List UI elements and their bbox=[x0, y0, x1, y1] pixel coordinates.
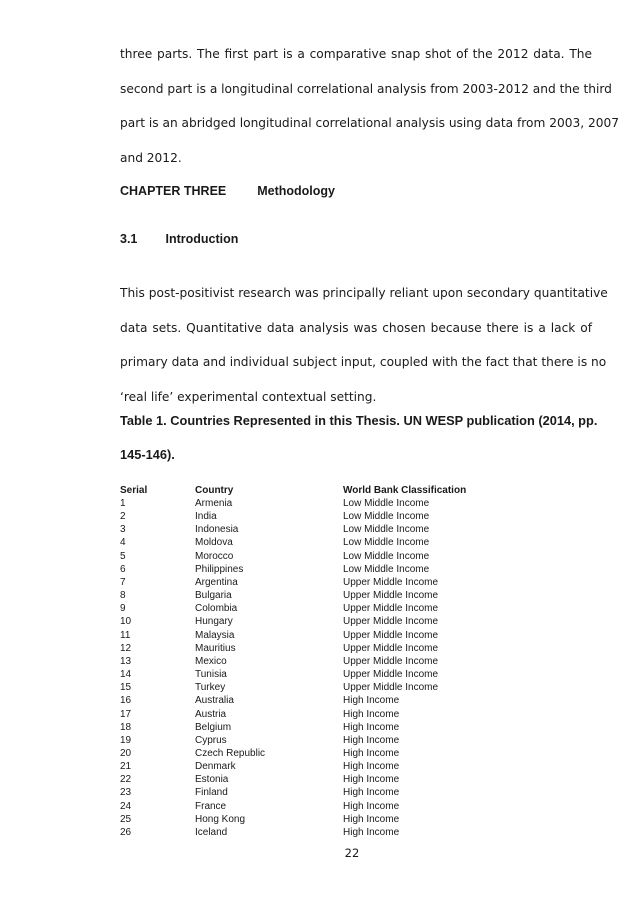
cell-classification: Upper Middle Income bbox=[343, 682, 439, 694]
cell-classification: High Income bbox=[343, 695, 400, 707]
cell-classification: Upper Middle Income bbox=[343, 576, 439, 588]
table-row bbox=[120, 576, 543, 589]
header-country: Country bbox=[195, 485, 234, 496]
cell-country: Cyprus bbox=[195, 734, 227, 746]
header-classification: World Bank Classification bbox=[343, 485, 467, 496]
table-row bbox=[120, 813, 543, 826]
table-row bbox=[120, 563, 543, 576]
cell-country: France bbox=[195, 800, 227, 812]
cell-classification: Upper Middle Income bbox=[343, 603, 439, 615]
table-row bbox=[120, 602, 543, 615]
table-row bbox=[120, 629, 543, 642]
cell-country: Iceland bbox=[195, 826, 228, 838]
cell-country: Moldova bbox=[195, 537, 233, 549]
countries-table bbox=[120, 484, 543, 839]
cell-serial: 5 bbox=[120, 550, 126, 562]
body-line: data sets. Quantitative data analysis was chosen because there is a lack of bbox=[120, 320, 592, 335]
cell-serial: 3 bbox=[120, 524, 126, 536]
cell-country: India bbox=[195, 511, 217, 523]
cell-classification: Low Middle Income bbox=[343, 511, 430, 523]
cell-serial: 13 bbox=[120, 655, 132, 667]
cell-country: Argentina bbox=[195, 576, 238, 588]
cell-country: Denmark bbox=[195, 761, 236, 773]
table-row bbox=[120, 721, 543, 734]
cell-classification: Upper Middle Income bbox=[343, 616, 439, 628]
intro-paragraph bbox=[120, 43, 619, 169]
header-serial: Serial bbox=[120, 485, 148, 496]
intro-line: part is an abridged longitudinal correlational analysis using data from 2003, 2007 bbox=[120, 116, 619, 130]
cell-classification: High Income bbox=[343, 800, 400, 812]
cell-classification: Low Middle Income bbox=[343, 537, 430, 549]
table-caption bbox=[120, 404, 598, 472]
section-title: Introduction bbox=[165, 232, 239, 246]
cell-country: Australia bbox=[195, 695, 234, 707]
table-row bbox=[120, 694, 543, 707]
cell-country: Malaysia bbox=[195, 629, 235, 641]
cell-classification: High Income bbox=[343, 734, 400, 746]
cell-country: Belgium bbox=[195, 721, 232, 733]
section-heading bbox=[120, 232, 238, 246]
cell-classification: Upper Middle Income bbox=[343, 590, 439, 602]
cell-serial: 17 bbox=[120, 708, 132, 720]
table-row bbox=[120, 708, 543, 721]
cell-classification: High Income bbox=[343, 774, 400, 786]
cell-country: Turkey bbox=[195, 682, 226, 694]
table-row bbox=[120, 550, 543, 563]
table-row bbox=[120, 760, 543, 773]
table-caption-line: 145-146). bbox=[120, 447, 175, 462]
cell-serial: 10 bbox=[120, 616, 132, 628]
cell-classification: Upper Middle Income bbox=[343, 629, 439, 641]
cell-classification: High Income bbox=[343, 761, 400, 773]
cell-country: Mexico bbox=[195, 655, 227, 667]
cell-serial: 11 bbox=[120, 629, 131, 641]
table-row bbox=[120, 668, 543, 681]
cell-serial: 6 bbox=[120, 563, 126, 575]
table-row bbox=[120, 642, 543, 655]
cell-classification: Low Middle Income bbox=[343, 563, 430, 575]
cell-serial: 20 bbox=[120, 747, 132, 759]
cell-country: Bulgaria bbox=[195, 590, 232, 602]
table-row bbox=[120, 681, 543, 694]
table-row bbox=[120, 523, 543, 536]
cell-country: Mauritius bbox=[195, 642, 236, 654]
table-row bbox=[120, 734, 543, 747]
cell-serial: 21 bbox=[120, 761, 132, 773]
cell-classification: Upper Middle Income bbox=[343, 655, 439, 667]
table-body bbox=[120, 497, 543, 839]
cell-country: Indonesia bbox=[195, 524, 239, 536]
cell-country: Hong Kong bbox=[195, 813, 246, 825]
cell-serial: 8 bbox=[120, 590, 126, 602]
intro-line: three parts. The first part is a comparative snap shot of the 2012 data. The bbox=[120, 47, 592, 61]
cell-classification: Upper Middle Income bbox=[343, 642, 439, 654]
cell-serial: 16 bbox=[120, 695, 132, 707]
table-row bbox=[120, 589, 543, 602]
table-row bbox=[120, 773, 543, 786]
table-header-row bbox=[120, 484, 543, 497]
cell-country: Colombia bbox=[195, 603, 238, 615]
cell-serial: 9 bbox=[120, 603, 126, 615]
page-number: 22 bbox=[344, 846, 360, 860]
table-row bbox=[120, 786, 543, 799]
cell-country: Hungary bbox=[195, 616, 233, 628]
cell-serial: 4 bbox=[120, 537, 126, 549]
intro-line: second part is a longitudinal correlational analysis from 2003-2012 and the third bbox=[120, 81, 612, 96]
table-row bbox=[120, 747, 543, 760]
body-line: ‘real life’ experimental contextual setting. bbox=[120, 389, 377, 404]
cell-serial: 25 bbox=[120, 813, 132, 825]
body-line: primary data and individual subject input, coupled with the fact that there is no bbox=[120, 355, 607, 369]
body-line: This post-positivist research was principally reliant upon secondary quantitative bbox=[120, 286, 608, 300]
table-row bbox=[120, 800, 543, 813]
cell-classification: High Income bbox=[343, 826, 400, 838]
cell-classification: High Income bbox=[343, 747, 400, 759]
chapter-label: CHAPTER THREE bbox=[120, 184, 227, 198]
chapter-title: Methodology bbox=[257, 184, 335, 198]
table-row bbox=[120, 497, 543, 510]
cell-classification: High Income bbox=[343, 813, 400, 825]
table-row bbox=[120, 826, 543, 839]
cell-country: Armenia bbox=[195, 498, 233, 509]
cell-serial: 22 bbox=[120, 774, 132, 786]
cell-classification: Low Middle Income bbox=[343, 524, 430, 536]
cell-serial: 26 bbox=[120, 826, 132, 838]
cell-country: Estonia bbox=[195, 774, 229, 786]
cell-country: Czech Republic bbox=[195, 747, 266, 759]
cell-serial: 1 bbox=[120, 498, 126, 509]
cell-country: Morocco bbox=[195, 550, 234, 562]
body-paragraph bbox=[120, 282, 608, 408]
cell-country: Austria bbox=[195, 708, 227, 720]
cell-serial: 7 bbox=[120, 576, 126, 588]
cell-serial: 2 bbox=[120, 511, 126, 523]
cell-country: Finland bbox=[195, 787, 228, 799]
table-row bbox=[120, 615, 543, 628]
cell-classification: Low Middle Income bbox=[343, 550, 430, 562]
table-row bbox=[120, 655, 543, 668]
cell-classification: High Income bbox=[343, 787, 400, 799]
cell-serial: 24 bbox=[120, 800, 132, 812]
cell-serial: 15 bbox=[120, 682, 132, 694]
intro-line: and 2012. bbox=[120, 150, 182, 165]
cell-country: Tunisia bbox=[195, 669, 227, 681]
chapter-heading bbox=[120, 184, 335, 198]
cell-classification: High Income bbox=[343, 708, 400, 720]
section-number: 3.1 bbox=[120, 232, 138, 246]
cell-classification: Upper Middle Income bbox=[343, 669, 439, 681]
cell-serial: 12 bbox=[120, 642, 132, 654]
table-caption-line: Table 1. Countries Represented in this Thesis. UN WESP publication (2014, pp. bbox=[120, 413, 598, 428]
cell-classification: Low Middle Income bbox=[343, 498, 430, 509]
cell-serial: 14 bbox=[120, 669, 132, 681]
cell-serial: 19 bbox=[120, 734, 132, 746]
cell-country: Philippines bbox=[195, 563, 244, 575]
table-row bbox=[120, 536, 543, 549]
cell-classification: High Income bbox=[343, 721, 400, 733]
table-row bbox=[120, 510, 543, 523]
cell-serial: 23 bbox=[120, 787, 132, 799]
cell-serial: 18 bbox=[120, 721, 132, 733]
